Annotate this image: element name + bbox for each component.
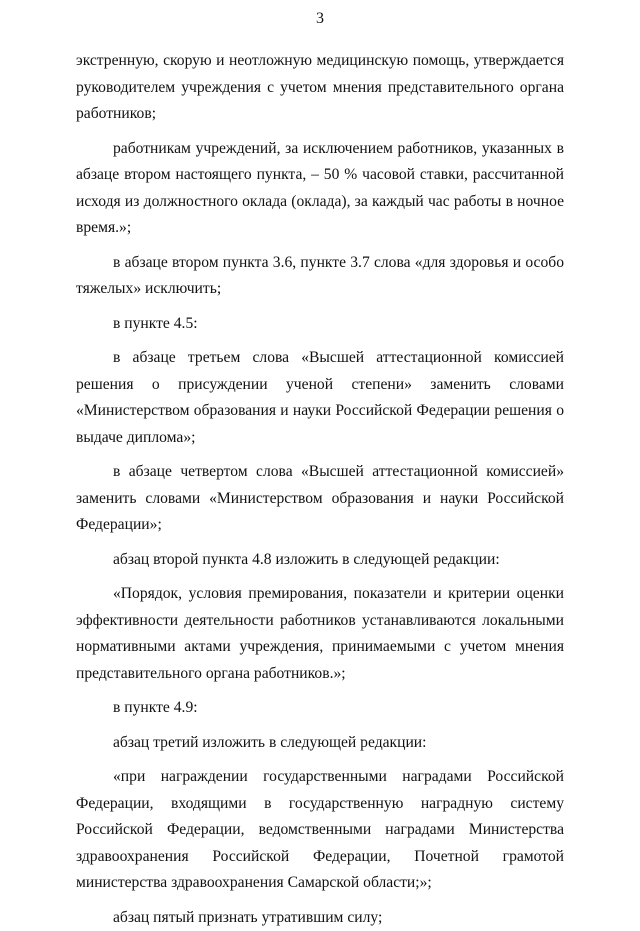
paragraph-item-3-6: в абзаце втором пункта 3.6, пункте 3.7 слова «для здоровья и особо тяжелых» исключить; xyxy=(76,250,564,303)
paragraph-item-4-9-heading: в пункте 4.9: xyxy=(76,695,564,722)
paragraph-item-4-5-fourth: в абзаце четвертом слова «Высшей аттестационной комиссией» заменить словами «Министерством образования и науки Российской Федерации»; xyxy=(76,459,564,539)
paragraph-item-4-8-text: «Порядок, условия премирования, показатели и критерии оценки эффективности деятельности работников устанавливаются локальными нормативными актами учреждения, принимаемыми с учетом мнения представительного органа работников.»; xyxy=(76,581,564,687)
paragraph-item-4-9-third-heading: абзац третий изложить в следующей редакции: xyxy=(76,730,564,757)
paragraph-continuation: экстренную, скорую и неотложную медицинскую помощь, утверждается руководителем учреждения с учетом мнения представительного органа работников; xyxy=(76,48,564,128)
page-number: 3 xyxy=(0,10,640,28)
paragraph-item-4-9-fifth: абзац пятый признать утратившим силу; xyxy=(76,905,564,931)
paragraph-item-4-5-heading: в пункте 4.5: xyxy=(76,311,564,338)
paragraph-item-4-5-third: в абзаце третьем слова «Высшей аттестационной комиссией решения о присуждении ученой степени» заменить словами «Министерством образования и науки Российской Федерации решения о выдаче диплома»; xyxy=(76,345,564,451)
paragraph-item-4-8-heading: абзац второй пункта 4.8 изложить в следующей редакции: xyxy=(76,547,564,574)
paragraph-night-work-rate: работникам учреждений, за исключением работников, указанных в абзаце втором настоящего пункта, – 50 % часовой ставки, рассчитанной исходя из должностного оклада (оклада), за каждый час работы в ночное время.»; xyxy=(76,136,564,242)
paragraph-item-4-9-third-text: «при награждении государственными наградами Российской Федерации, входящими в государственную наградную систему Российской Федерации, ведомственными наградами Министерства здравоохранения Российской Федерации, Почетной грамотой министерства здравоохранения Самарской области;»; xyxy=(76,764,564,897)
